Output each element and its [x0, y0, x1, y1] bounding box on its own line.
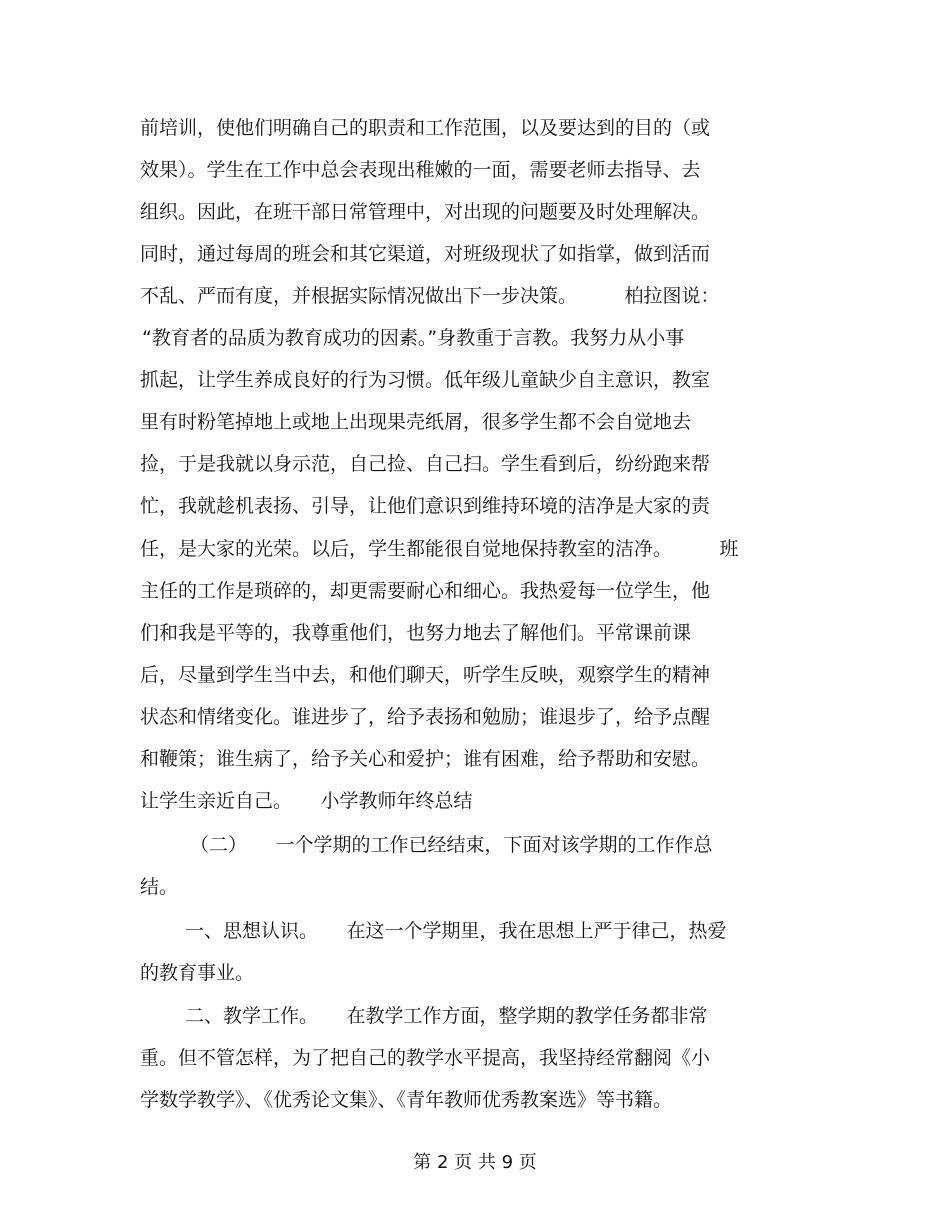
section-heading: 二、教学工作。 在教学工作方面，整学期的教学任务都非常 [185, 1005, 708, 1027]
text-line: 里有时粉笔掉地上或地上出现果壳纸屑，很多学生都不会自觉地去 [140, 411, 692, 433]
text-line: 抓起，让学生养成良好的行为习惯。低年级儿童缺少自主意识，教室 [140, 369, 711, 391]
text-line: 们和我是平等的，我尊重他们，也努力地去了解他们。平常课前课 [140, 622, 692, 644]
text-line: 的教育事业。 [140, 962, 255, 984]
text-line: 前培训，使他们明确自己的职责和工作范围，以及要达到的目的（或 [140, 117, 711, 139]
text-line: “教育者的品质为教育成功的因素。”身教重于言教。我努力从小事 [142, 327, 685, 349]
text-line: 不乱、严而有度，并根据实际情况做出下一步决策。 柏拉图说： [140, 285, 720, 307]
text-line: 后，尽量到学生当中去，和他们聊天，听学生反映，观察学生的精神 [140, 664, 711, 686]
page-footer: 第 2 页 共 9 页 [413, 1152, 537, 1173]
text-line: 学数学教学》、《优秀论文集》、《青年教师优秀教案选》等书籍。 [140, 1089, 673, 1111]
section-heading: （二） 一个学期的工作已经结束，下面对该学期的工作作总 [190, 834, 713, 856]
text-line: 状态和情绪变化。谁进步了，给予表扬和勉励；谁退步了，给予点醒 [140, 706, 711, 728]
text-line: 主任的工作是琐碎的，却更需要耐心和细心。我热爱每一位学生，他 [140, 580, 711, 602]
text-line: 组织。因此，在班干部日常管理中，对出现的问题要及时处理解决。 [140, 201, 711, 223]
text-line: 忙，我就趁机表扬、引导，让他们意识到维持环境的洁净是大家的责 [140, 495, 711, 517]
text-line: 和鞭策；谁生病了，给予关心和爱护；谁有困难，给予帮助和安慰。 [140, 748, 711, 770]
text-line: 捡，于是我就以身示范，自己捡、自己扫。学生看到后，纷纷跑来帮 [140, 453, 711, 475]
text-line: 同时，通过每周的班会和其它渠道，对班级现状了如指掌，做到活而 [140, 243, 711, 265]
text-line: 效果）。学生在工作中总会表现出稚嫩的一面，需要老师去指导、去 [140, 159, 701, 181]
section-heading: 一、思想认识。 在这一个学期里，我在思想上严于律己，热爱 [185, 920, 727, 942]
text-line: 重。但不管怎样，为了把自己的教学水平提高，我坚持经常翻阅《小 [140, 1047, 711, 1069]
text-line: 任，是大家的光荣。以后，学生都能很自觉地保持教室的洁净。 班 [140, 538, 739, 560]
text-line: 让学生亲近自己。 小学教师年终总结 [140, 790, 473, 812]
text-line: 结。 [140, 876, 179, 898]
